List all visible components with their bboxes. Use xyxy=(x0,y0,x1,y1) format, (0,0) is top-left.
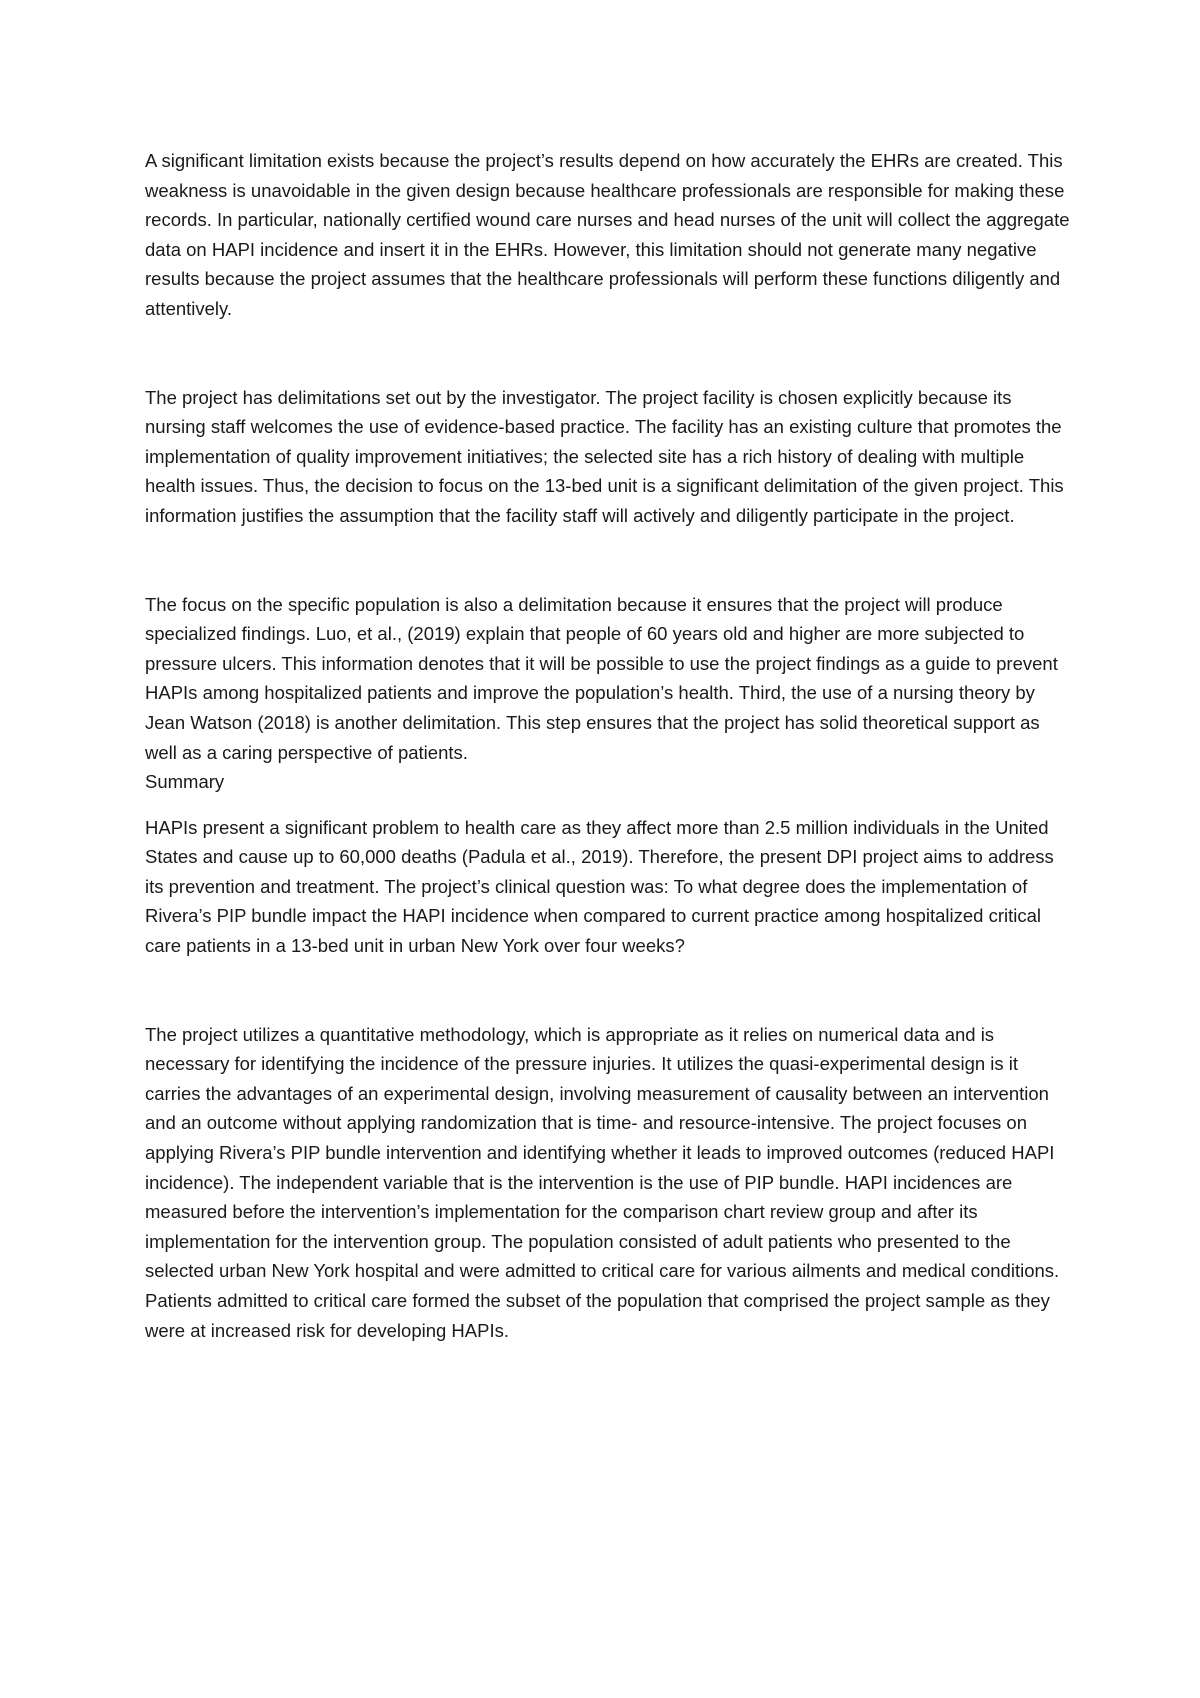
document-body xyxy=(145,146,1070,1345)
paragraph-delimitations: The project has delimitations set out by the investigator. The project facility is chosen explicitly because its nursing staff welcomes the use of evidence-based practice. The facility has an existing culture that promotes the implementation of quality improvement initiatives; the selected site has a rich history of dealing with multiple health issues. Thus, the decision to focus on the 13-bed unit is a significant delimitation of the given project. This information justifies the assumption that the facility staff will actively and diligently participate in the project. xyxy=(145,386,1064,526)
paragraph-limitation: A significant limitation exists because the project’s results depend on how accurately the EHRs are created. This weakness is unavoidable in the given design because healthcare professionals are responsible for making these records. In particular, nationally certified wound care nurses and head nurses of the unit will collect the aggregate data on HAPI incidence and insert it in the EHRs. However, this limitation should not generate many negative results because the project assumes that the healthcare professionals will perform these functions diligently and attentively. xyxy=(145,150,1070,319)
paragraph-population-focus: The focus on the specific population is also a delimitation because it ensures that the project will produce specialized findings. Luo, et al., (2019) explain that people of 60 years old and higher are more subjected to pressure ulcers. This information denotes that it will be possible to use the project findings as a guide to prevent HAPIs among hospitalized patients and improve the population’s health. Third, the use of a nursing theory by Jean Watson (2018) is another delimitation. This step ensures that the project has solid theoretical support as well as a caring perspective of patients. xyxy=(145,593,1058,763)
paragraph-summary: HAPIs present a significant problem to health care as they affect more than 2.5 million individuals in the United States and cause up to 60,000 deaths (Padula et al., 2019). Therefore, the present DPI project aims to address its prevention and treatment. The project’s clinical question was: To what degree does the implementation of Rivera’s PIP bundle impact the HAPI incidence when compared to current practice among hospitalized critical care patients in a 13-bed unit in urban New York over four weeks? xyxy=(145,816,1054,957)
summary-heading: Summary xyxy=(145,771,225,793)
paragraph-methodology: The project utilizes a quantitative methodology, which is appropriate as it relies on numerical data and is necessary for identifying the incidence of the pressure injuries. It utilizes the quasi-experimental design is it carries the advantages of an experimental design, involving measurement of causality between an intervention and an outcome without applying randomization that is time- and resource-intensive. The project focuses on applying Rivera’s PIP bundle intervention and identifying whether it leads to improved outcomes (reduced HAPI incidence). The independent variable that is the intervention is the use of PIP bundle. HAPI incidences are measured before the intervention’s implementation for the comparison chart review group and after its implementation for the intervention group. The population consisted of adult patients who presented to the selected urban New York hospital and were admitted to critical care for various ailments and medical conditions. Patients admitted to critical care formed the subset of the population that comprised the project sample as they were at increased risk for developing HAPIs. xyxy=(145,1023,1060,1341)
